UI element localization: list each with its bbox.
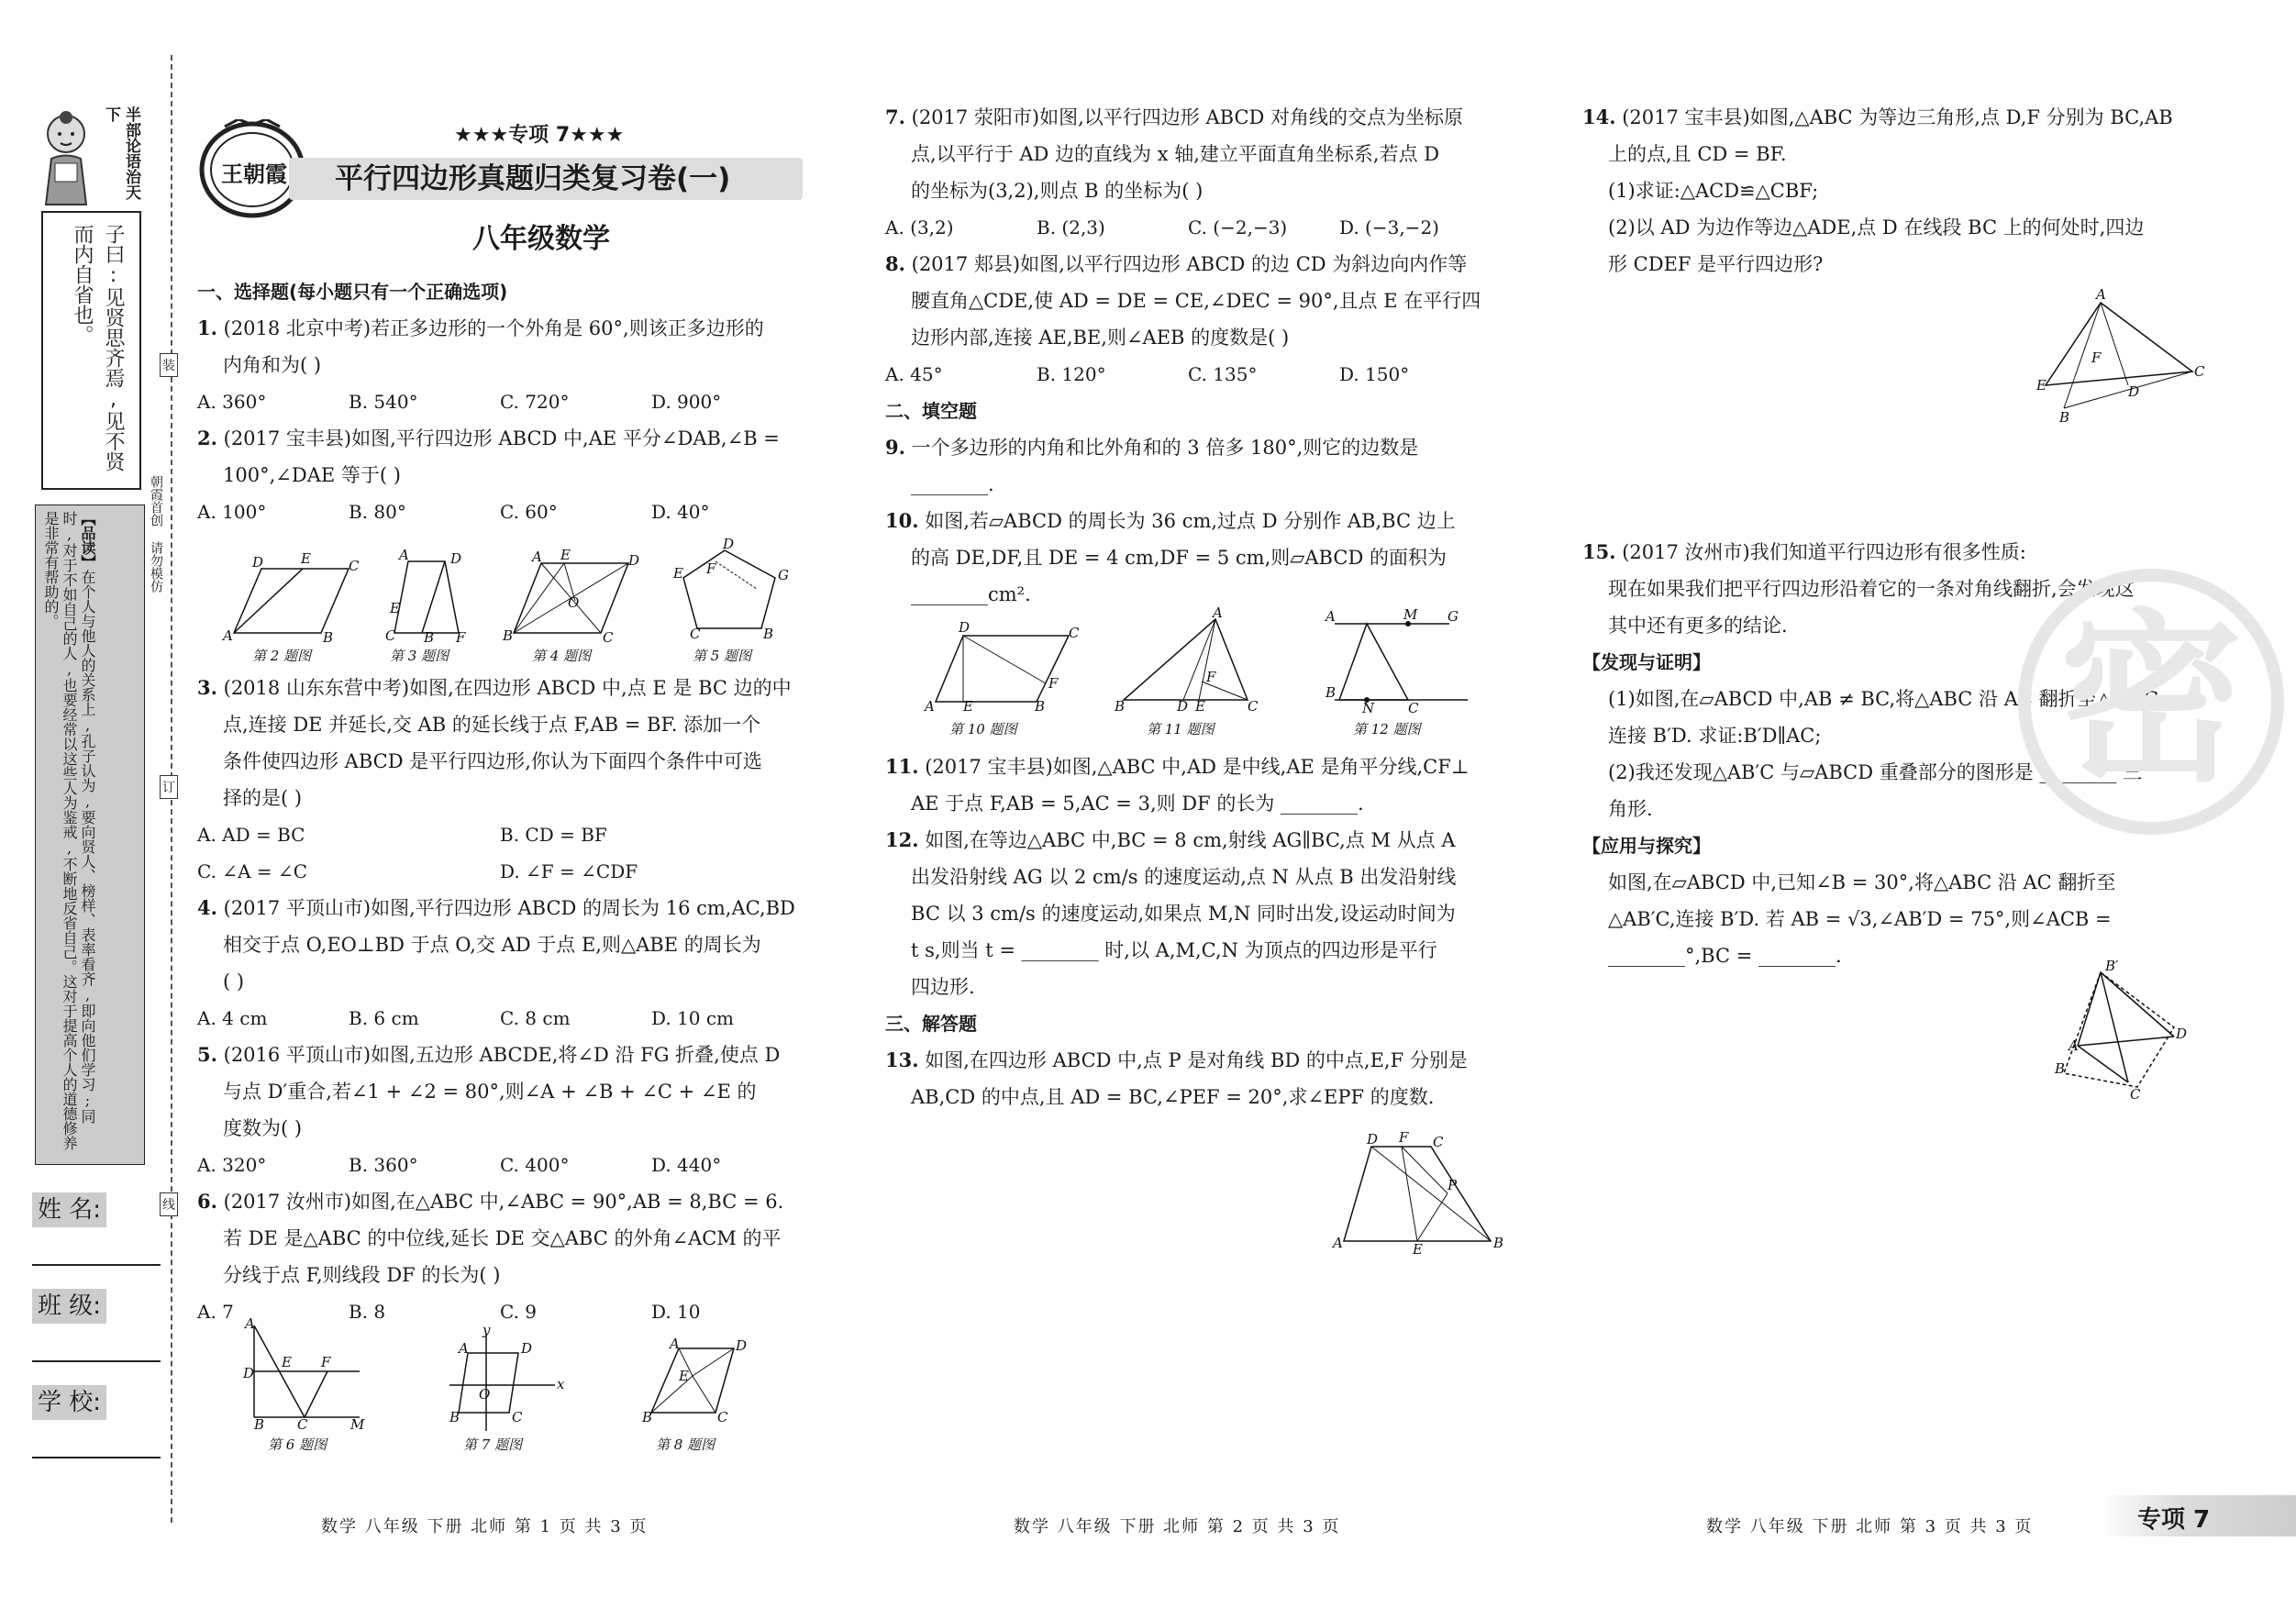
question-text: (2018 山东东营中考)如图,在四边形 ABCD 中,点 E 是 BC 边的中: [223, 677, 792, 699]
question-line: [885, 99, 1518, 136]
sidebar: [28, 99, 163, 1457]
question-text: (2017 荥阳市)如图,以平行四边形 ABCD 对角线的交点为坐标原: [911, 106, 1464, 128]
class-field[interactable]: [32, 1287, 161, 1362]
question-text: (2)我还发现△AB′C 与▱ABCD 重叠部分的图形是 ________ 三: [1608, 761, 2143, 783]
question-line: [1582, 99, 2206, 136]
question-number: 12.: [885, 828, 919, 851]
svg-text:F: F: [1048, 675, 1059, 692]
question-line: [1582, 209, 2206, 246]
question-text: (2017 平顶山市)如图,平行四边形 ABCD 的周长为 16 cm,AC,BD: [223, 897, 795, 919]
answer-options: [885, 209, 1518, 246]
svg-text:M: M: [350, 1416, 365, 1433]
svg-text:E: E: [1195, 698, 1205, 715]
question-text: 条件使四边形 ABCD 是平行四边形,你认为下面四个条件中可选: [223, 750, 762, 772]
svg-text:A: A: [459, 1340, 469, 1357]
question-line: [197, 1037, 821, 1073]
reading-title: 【品读】: [79, 511, 96, 570]
answer-option: B. 360°: [349, 1154, 418, 1176]
question-line: [197, 1110, 821, 1147]
question-line: [197, 420, 821, 457]
svg-text:E: E: [679, 1368, 689, 1384]
svg-text:y: y: [482, 1322, 491, 1338]
svg-text:G: G: [1447, 608, 1459, 625]
svg-text:G: G: [778, 567, 789, 583]
svg-text:B: B: [424, 629, 435, 646]
svg-text:B′: B′: [2105, 958, 2119, 974]
answer-option: C. (−2,−3): [1188, 216, 1288, 238]
question-line: [885, 503, 1518, 539]
name-field[interactable]: [32, 1191, 161, 1266]
svg-text:D: D: [1177, 698, 1189, 715]
svg-text:B: B: [642, 1409, 653, 1425]
column-2b: [885, 749, 1518, 1115]
question-text: t s,则当 t = ________ 时,以 A,M,C,N 为顶点的四边形是平行: [911, 939, 1437, 961]
svg-text:B: B: [503, 627, 514, 644]
question-number: 11.: [885, 755, 919, 778]
svg-text:x: x: [557, 1376, 565, 1392]
caption-q12: 第 12 题图: [1353, 721, 1421, 738]
question-text: 相交于点 O,EO⊥BD 于点 O,交 AD 于点 E,则△ABE 的周长为: [223, 934, 761, 956]
question-number: 8.: [885, 252, 905, 275]
answer-options: [885, 356, 1518, 393]
svg-text:B: B: [449, 1409, 460, 1425]
cut-mark: 装: [160, 353, 178, 377]
footer-page-2: 数学 八年级 下册 北师 第 2 页 共 3 页: [1014, 1517, 1341, 1536]
figure-q4: [500, 547, 640, 673]
question-line: [197, 926, 821, 963]
avatar: [33, 108, 99, 209]
question-line: [885, 539, 1518, 576]
question-text: 其中还有更多的结论.: [1608, 615, 1788, 637]
question-text: 连接 B′D. 求证:B′D∥AC;: [1608, 725, 1822, 747]
question-text: 的高 DE,DF,且 DE = 4 cm,DF = 5 cm,则▱ABCD 的面积为: [911, 547, 1447, 569]
question-line: [197, 670, 821, 706]
sidebar-banner: 半部论语治天下: [102, 106, 140, 200]
answer-option: B. CD = BF: [500, 824, 607, 846]
question-text: (1)求证:△ACD≌△CBF;: [1608, 180, 1819, 202]
answer-option: C. 60°: [500, 501, 558, 523]
quote-box: [41, 211, 141, 490]
caption-q2: 第 2 题图: [252, 648, 312, 664]
column-3: [1582, 99, 2206, 283]
answer-option: C. 9: [500, 1301, 538, 1323]
page-title: 平行四边形真题归类复习卷(一): [335, 162, 731, 195]
question-text: ( ): [223, 970, 245, 993]
question-text: 腰直角△CDE,使 AD = DE = CE,∠DEC = 90°,且点 E 在平行四: [911, 290, 1481, 312]
question-line: [1582, 136, 2206, 172]
footer-page-3: 数学 八年级 下册 北师 第 3 页 共 3 页: [1706, 1517, 2034, 1536]
svg-text:D: D: [959, 619, 971, 636]
question-text: 边形内部,连接 AE,BE,则∠AEB 的度数是( ): [911, 327, 1290, 349]
svg-text:C: C: [2130, 1086, 2141, 1103]
question-line: [197, 1183, 821, 1220]
answer-option: D. 40°: [651, 501, 710, 523]
question-line: [197, 890, 821, 926]
svg-text:A: A: [1325, 608, 1336, 625]
svg-text:E: E: [1413, 1241, 1423, 1258]
svg-text:C: C: [690, 626, 701, 642]
svg-text:A: A: [925, 698, 935, 715]
svg-text:O: O: [568, 594, 580, 611]
svg-text:D: D: [2128, 383, 2140, 400]
question-text: 角形.: [1608, 798, 1653, 820]
svg-text:B: B: [254, 1416, 265, 1433]
figure-q14: [2036, 284, 2229, 435]
answer-option: D. (−3,−2): [1339, 216, 1439, 238]
svg-text:F: F: [456, 629, 466, 646]
svg-text:A: A: [532, 549, 542, 565]
column-2: [885, 99, 1518, 613]
answer-option: B. 8: [349, 1301, 386, 1323]
question-text: (2017 宝丰县)如图,平行四边形 ABCD 中,AE 平分∠DAB,∠B =: [223, 427, 780, 449]
question-line: [1582, 534, 2206, 571]
question-line: [885, 932, 1518, 969]
reading-text: 在个人与他人的关系上,孔子认为,要向贤人、榜样、表率看齐,即向他们学习;同时,对于不如自己的人,也要经常以这些人为鉴戒,不断地反省自己。这对于提高个人的道德修养是非常有帮助的。: [42, 511, 96, 1150]
question-text: (1)如图,在▱ABCD 中,AB ≠ BC,将△ABC 沿 AC 翻折至△AB′C,: [1608, 688, 2165, 710]
svg-text:A: A: [2096, 286, 2106, 303]
answer-option: A. 7: [197, 1301, 234, 1323]
answer-option: C. 400°: [500, 1154, 570, 1176]
svg-text:A: A: [2069, 1037, 2079, 1054]
question-text: (2016 平顶山市)如图,五边形 ABCDE,将∠D 沿 FG 折叠,使点 D: [223, 1044, 781, 1066]
question-text: 出发沿射线 AG 以 2 cm/s 的速度运动,点 N 从点 B 出发沿射线: [911, 866, 1457, 888]
answer-option: D. 10: [651, 1301, 701, 1323]
class-label: 班 级:: [32, 1289, 106, 1324]
question-number: 2.: [197, 427, 217, 449]
name-label: 姓 名:: [32, 1192, 106, 1227]
svg-text:E: E: [560, 547, 571, 563]
answer-option: D. 900°: [651, 391, 722, 413]
figure-q13: [1330, 1129, 1514, 1265]
answer-option: B. 6 cm: [349, 1007, 419, 1029]
column-1b: [197, 670, 821, 1330]
question-number: 10.: [885, 509, 919, 532]
question-number: 5.: [197, 1043, 217, 1066]
question-text: 形 CDEF 是平行四边形?: [1608, 253, 1824, 275]
answer-option: A. 360°: [197, 391, 267, 413]
question-line: [197, 706, 821, 743]
question-text: 如图,在▱ABCD 中,已知∠B = 30°,将△ABC 沿 AC 翻折至: [1608, 871, 2116, 893]
caption-q3: 第 3 题图: [390, 648, 449, 664]
svg-text:E: E: [301, 550, 311, 567]
svg-text:B: B: [2055, 1060, 2066, 1077]
question-text: (2017 宝丰县)如图,△ABC 中,AD 是中线,AE 是角平分线,CF⊥: [925, 756, 1470, 778]
header: [188, 101, 812, 266]
svg-text:O: O: [479, 1386, 491, 1403]
question-line: [197, 743, 821, 780]
school-label: 学 校:: [32, 1385, 106, 1420]
school-field[interactable]: [32, 1383, 161, 1458]
cut-mark: 订: [160, 775, 178, 799]
question-text: BC 以 3 cm/s 的速度运动,如果点 M,N 同时出发,设运动时间为: [911, 903, 1456, 925]
question-text: ________°,BC = ________.: [1608, 945, 1842, 967]
svg-text:A: A: [1333, 1235, 1343, 1251]
question-line: [197, 457, 821, 494]
svg-text:B: B: [2059, 409, 2070, 426]
answer-option: C. 720°: [500, 391, 570, 413]
question-text: 如图,在等边△ABC 中,BC = 8 cm,射线 AG∥BC,点 M 从点 A: [925, 829, 1456, 851]
svg-text:A: A: [399, 547, 409, 563]
answer-option: B. 540°: [349, 391, 418, 413]
footer-badge: 专项 7: [2101, 1495, 2296, 1536]
cut-mark: 线: [160, 1192, 178, 1216]
svg-text:D: D: [723, 536, 735, 552]
logo-text: 王朝霞: [221, 161, 287, 187]
badge: ★★★专项 7★★★: [454, 124, 625, 147]
question-text: 若 DE 是△ABC 的中位线,延长 DE 交△ABC 的外角∠ACM 的平: [223, 1227, 782, 1249]
figure-q7: [440, 1322, 578, 1462]
svg-text:D: D: [521, 1340, 533, 1357]
svg-text:C: C: [385, 627, 396, 644]
watermark-seal: 密: [2018, 569, 2284, 835]
figure-q5: [670, 536, 798, 673]
svg-text:M: M: [1403, 606, 1418, 623]
answer-options: [197, 1147, 821, 1183]
svg-text:C: C: [297, 1416, 308, 1433]
section-heading: 一、选择题(每小题只有一个正确选项): [197, 281, 508, 303]
svg-text:D: D: [628, 552, 640, 569]
question-number: 6.: [197, 1190, 217, 1213]
question-line: [197, 780, 821, 816]
question-line: [885, 319, 1518, 356]
svg-text:F: F: [321, 1354, 331, 1370]
reading-box: [35, 505, 145, 1165]
answer-options: [197, 1000, 821, 1037]
question-number: 14.: [1582, 105, 1616, 128]
question-text: 现在如果我们把平行四边形沿着它的一条对角线翻折,会发现这: [1608, 578, 2135, 600]
figure-q6: [240, 1315, 378, 1462]
svg-text:C: C: [2194, 363, 2205, 380]
question-text: 如图,若▱ABCD 的周长为 36 cm,过点 D 分别作 AB,BC 边上: [925, 510, 1456, 532]
footer-page-1: 数学 八年级 下册 北师 第 1 页 共 3 页: [321, 1517, 649, 1536]
question-text: (2017 郏县)如图,以平行四边形 ABCD 的边 CD 为斜边向内作等: [911, 253, 1468, 275]
question-line: [885, 136, 1518, 172]
question-text: (2017 宝丰县)如图,△ABC 为等边三角形,点 D,F 分别为 BC,AB: [1622, 106, 2173, 128]
svg-text:C: C: [1433, 1134, 1444, 1150]
question-line: [197, 1257, 821, 1293]
question-text: ________.: [911, 473, 994, 495]
svg-text:E: E: [2036, 377, 2046, 394]
svg-text:C: C: [512, 1409, 523, 1425]
svg-text:F: F: [1399, 1129, 1409, 1146]
question-line: [197, 1220, 821, 1257]
caption-q11: 第 11 题图: [1147, 721, 1215, 738]
svg-text:E: E: [673, 565, 683, 582]
svg-text:A: A: [1213, 604, 1223, 621]
question-text: 点,以平行于 AD 边的直线为 x 轴,建立平面直角坐标系,若点 D: [911, 143, 1440, 165]
answer-option: B. 120°: [1037, 363, 1106, 385]
svg-text:B: B: [763, 626, 774, 642]
question-line: [885, 283, 1518, 319]
section-heading: 【发现与证明】: [1582, 651, 1711, 673]
question-text: △AB′C,连接 B′D. 若 AB = √3,∠AB′D = 75°,则∠ACB =: [1608, 908, 2112, 930]
question-line: [197, 347, 821, 383]
question-text: 的坐标为(3,2),则点 B 的坐标为( ): [911, 180, 1203, 202]
question-text: 如图,在四边形 ABCD 中,点 P 是对角线 BD 的中点,E,F 分别是: [925, 1049, 1468, 1071]
figure-q11: [1115, 604, 1270, 751]
question-line: [885, 822, 1518, 859]
svg-text:B: B: [1115, 698, 1126, 715]
question-line: [1582, 901, 2206, 937]
svg-text:D: D: [736, 1337, 748, 1354]
question-line: [1582, 246, 2206, 283]
answer-option: D. 10 cm: [651, 1007, 735, 1029]
svg-text:D: D: [1367, 1131, 1379, 1148]
answer-option: A. 45°: [885, 363, 943, 385]
answer-option: B. (2,3): [1037, 216, 1105, 238]
svg-text:C: C: [1408, 700, 1419, 716]
answer-option: D. ∠F = ∠CDF: [500, 860, 638, 882]
svg-text:D: D: [252, 554, 264, 571]
svg-text:C: C: [717, 1409, 728, 1425]
question-line: [885, 895, 1518, 932]
answer-option: D. 440°: [651, 1154, 722, 1176]
section-heading: 【应用与探究】: [1582, 835, 1711, 857]
svg-text:B: B: [323, 629, 334, 646]
question-line: [885, 859, 1518, 895]
answer-option: A. 320°: [197, 1154, 267, 1176]
svg-text:D: D: [243, 1365, 255, 1381]
quote-text: 子曰:见贤思齐焉,见不贤而内自省也。: [71, 224, 125, 471]
question-text: 一个多边形的内角和比外角和的 3 倍多 180°,则它的边数是: [911, 437, 1419, 459]
svg-text:B: B: [1493, 1235, 1504, 1251]
answer-options: [197, 383, 821, 420]
question-line: [197, 310, 821, 347]
svg-text:F: F: [706, 560, 716, 577]
page-subtitle: 八年级数学: [472, 223, 610, 255]
question-line: [885, 1042, 1518, 1079]
question-number: 4.: [197, 896, 217, 919]
answer-options: [197, 853, 821, 890]
figure-q3: [372, 547, 491, 673]
question-text: AE 于点 F,AB = 5,AC = 3,则 DF 的长为 ________.: [911, 793, 1364, 815]
answer-option: A. AD = BC: [197, 824, 305, 846]
question-text: 分线于点 F,则线段 DF 的长为( ): [223, 1264, 501, 1286]
section-heading: 三、解答题: [885, 1013, 977, 1035]
svg-text:A: A: [245, 1315, 255, 1332]
svg-text:E: E: [390, 600, 400, 616]
svg-text:D: D: [450, 550, 462, 567]
question-line: [885, 246, 1518, 283]
question-text: 择的是( ): [223, 787, 303, 809]
question-line: [885, 785, 1518, 822]
svg-text:F: F: [2091, 349, 2102, 366]
question-number: 7.: [885, 105, 905, 128]
figure-q8: [642, 1330, 761, 1462]
question-number: 3.: [197, 676, 217, 699]
answer-option: C. ∠A = ∠C: [197, 860, 308, 882]
caption-q10: 第 10 题图: [949, 721, 1017, 738]
question-text: 度数为( ): [223, 1117, 303, 1139]
question-text: (2)以 AD 为边作等边△ADE,点 D 在线段 BC 上的何处时,四边: [1608, 216, 2145, 238]
copyright-note: 朝霞首创 请勿模仿: [149, 475, 163, 593]
question-text: 内角和为( ): [223, 354, 322, 376]
question-line: [885, 576, 1518, 613]
svg-text:N: N: [1362, 700, 1375, 716]
answer-option: A. 100°: [197, 501, 267, 523]
figure-q10: [917, 619, 1092, 751]
svg-text:A: A: [223, 627, 233, 644]
caption-q6: 第 6 题图: [268, 1436, 327, 1453]
question-text: (2018 北京中考)若正多边形的一个外角是 60°,则该正多边形的: [223, 317, 764, 339]
question-text: 点,连接 DE 并延长,交 AB 的延长线于点 F,AB = BF. 添加一个: [223, 714, 761, 736]
svg-text:C: C: [603, 629, 614, 646]
question-line: [885, 1079, 1518, 1115]
question-line: [885, 172, 1518, 209]
svg-text:C: C: [1069, 625, 1080, 641]
question-line: [1582, 864, 2206, 901]
question-text: (2017 汝州市)我们知道平行四边形有很多性质:: [1622, 541, 2026, 563]
question-line: [197, 963, 821, 1000]
answer-option: A. 4 cm: [197, 1007, 268, 1029]
figure-q2: [220, 550, 358, 673]
caption-q7: 第 7 题图: [463, 1436, 523, 1453]
caption-q8: 第 8 题图: [656, 1436, 715, 1453]
question-text: 100°,∠DAE 等于( ): [223, 464, 401, 486]
answer-options: [197, 816, 821, 853]
question-text: 上的点,且 CD = BF.: [1608, 143, 1787, 165]
answer-option: D. 150°: [1339, 363, 1410, 385]
question-number: 9.: [885, 436, 905, 459]
answer-options: [197, 494, 821, 530]
question-line: [197, 1073, 821, 1110]
svg-text:D: D: [2176, 1026, 2188, 1042]
svg-text:B: B: [1035, 698, 1046, 715]
section-heading: 二、填空题: [885, 400, 977, 422]
question-text: AB,CD 的中点,且 AD = BC,∠PEF = 20°,求∠EPF 的度数.: [911, 1086, 1435, 1108]
svg-text:C: C: [349, 558, 360, 574]
question-number: 1.: [197, 316, 217, 339]
question-text: 四边形.: [911, 976, 975, 998]
column-1: [197, 273, 821, 530]
figure-q15: [2027, 954, 2202, 1104]
answer-option: B. 80°: [349, 501, 406, 523]
question-number: 13.: [885, 1048, 919, 1071]
caption-q5: 第 5 题图: [693, 648, 752, 664]
svg-text:E: E: [282, 1354, 292, 1370]
svg-text:F: F: [1206, 669, 1216, 685]
question-text: (2017 汝州市)如图,在△ABC 中,∠ABC = 90°,AB = 8,BC = 6.: [223, 1191, 784, 1213]
question-text: ________cm².: [911, 583, 1031, 605]
svg-text:E: E: [963, 698, 973, 715]
answer-option: C. 8 cm: [500, 1007, 571, 1029]
caption-q4: 第 4 题图: [532, 648, 592, 664]
svg-text:C: C: [1248, 698, 1259, 715]
question-line: [1582, 172, 2206, 209]
question-line: [885, 749, 1518, 785]
question-line: [885, 969, 1518, 1005]
question-number: 15.: [1582, 540, 1616, 563]
answer-option: C. 135°: [1188, 363, 1258, 385]
question-line: [885, 466, 1518, 503]
answer-option: A. (3,2): [885, 216, 954, 238]
question-line: [885, 429, 1518, 466]
svg-text:P: P: [1447, 1177, 1458, 1193]
figure-q12: [1321, 606, 1486, 751]
svg-text:B: B: [1325, 684, 1337, 701]
question-text: 与点 D′重合,若∠1 + ∠2 = 80°,则∠A + ∠B + ∠C + ∠E 的: [223, 1081, 757, 1103]
svg-text:A: A: [670, 1336, 680, 1352]
